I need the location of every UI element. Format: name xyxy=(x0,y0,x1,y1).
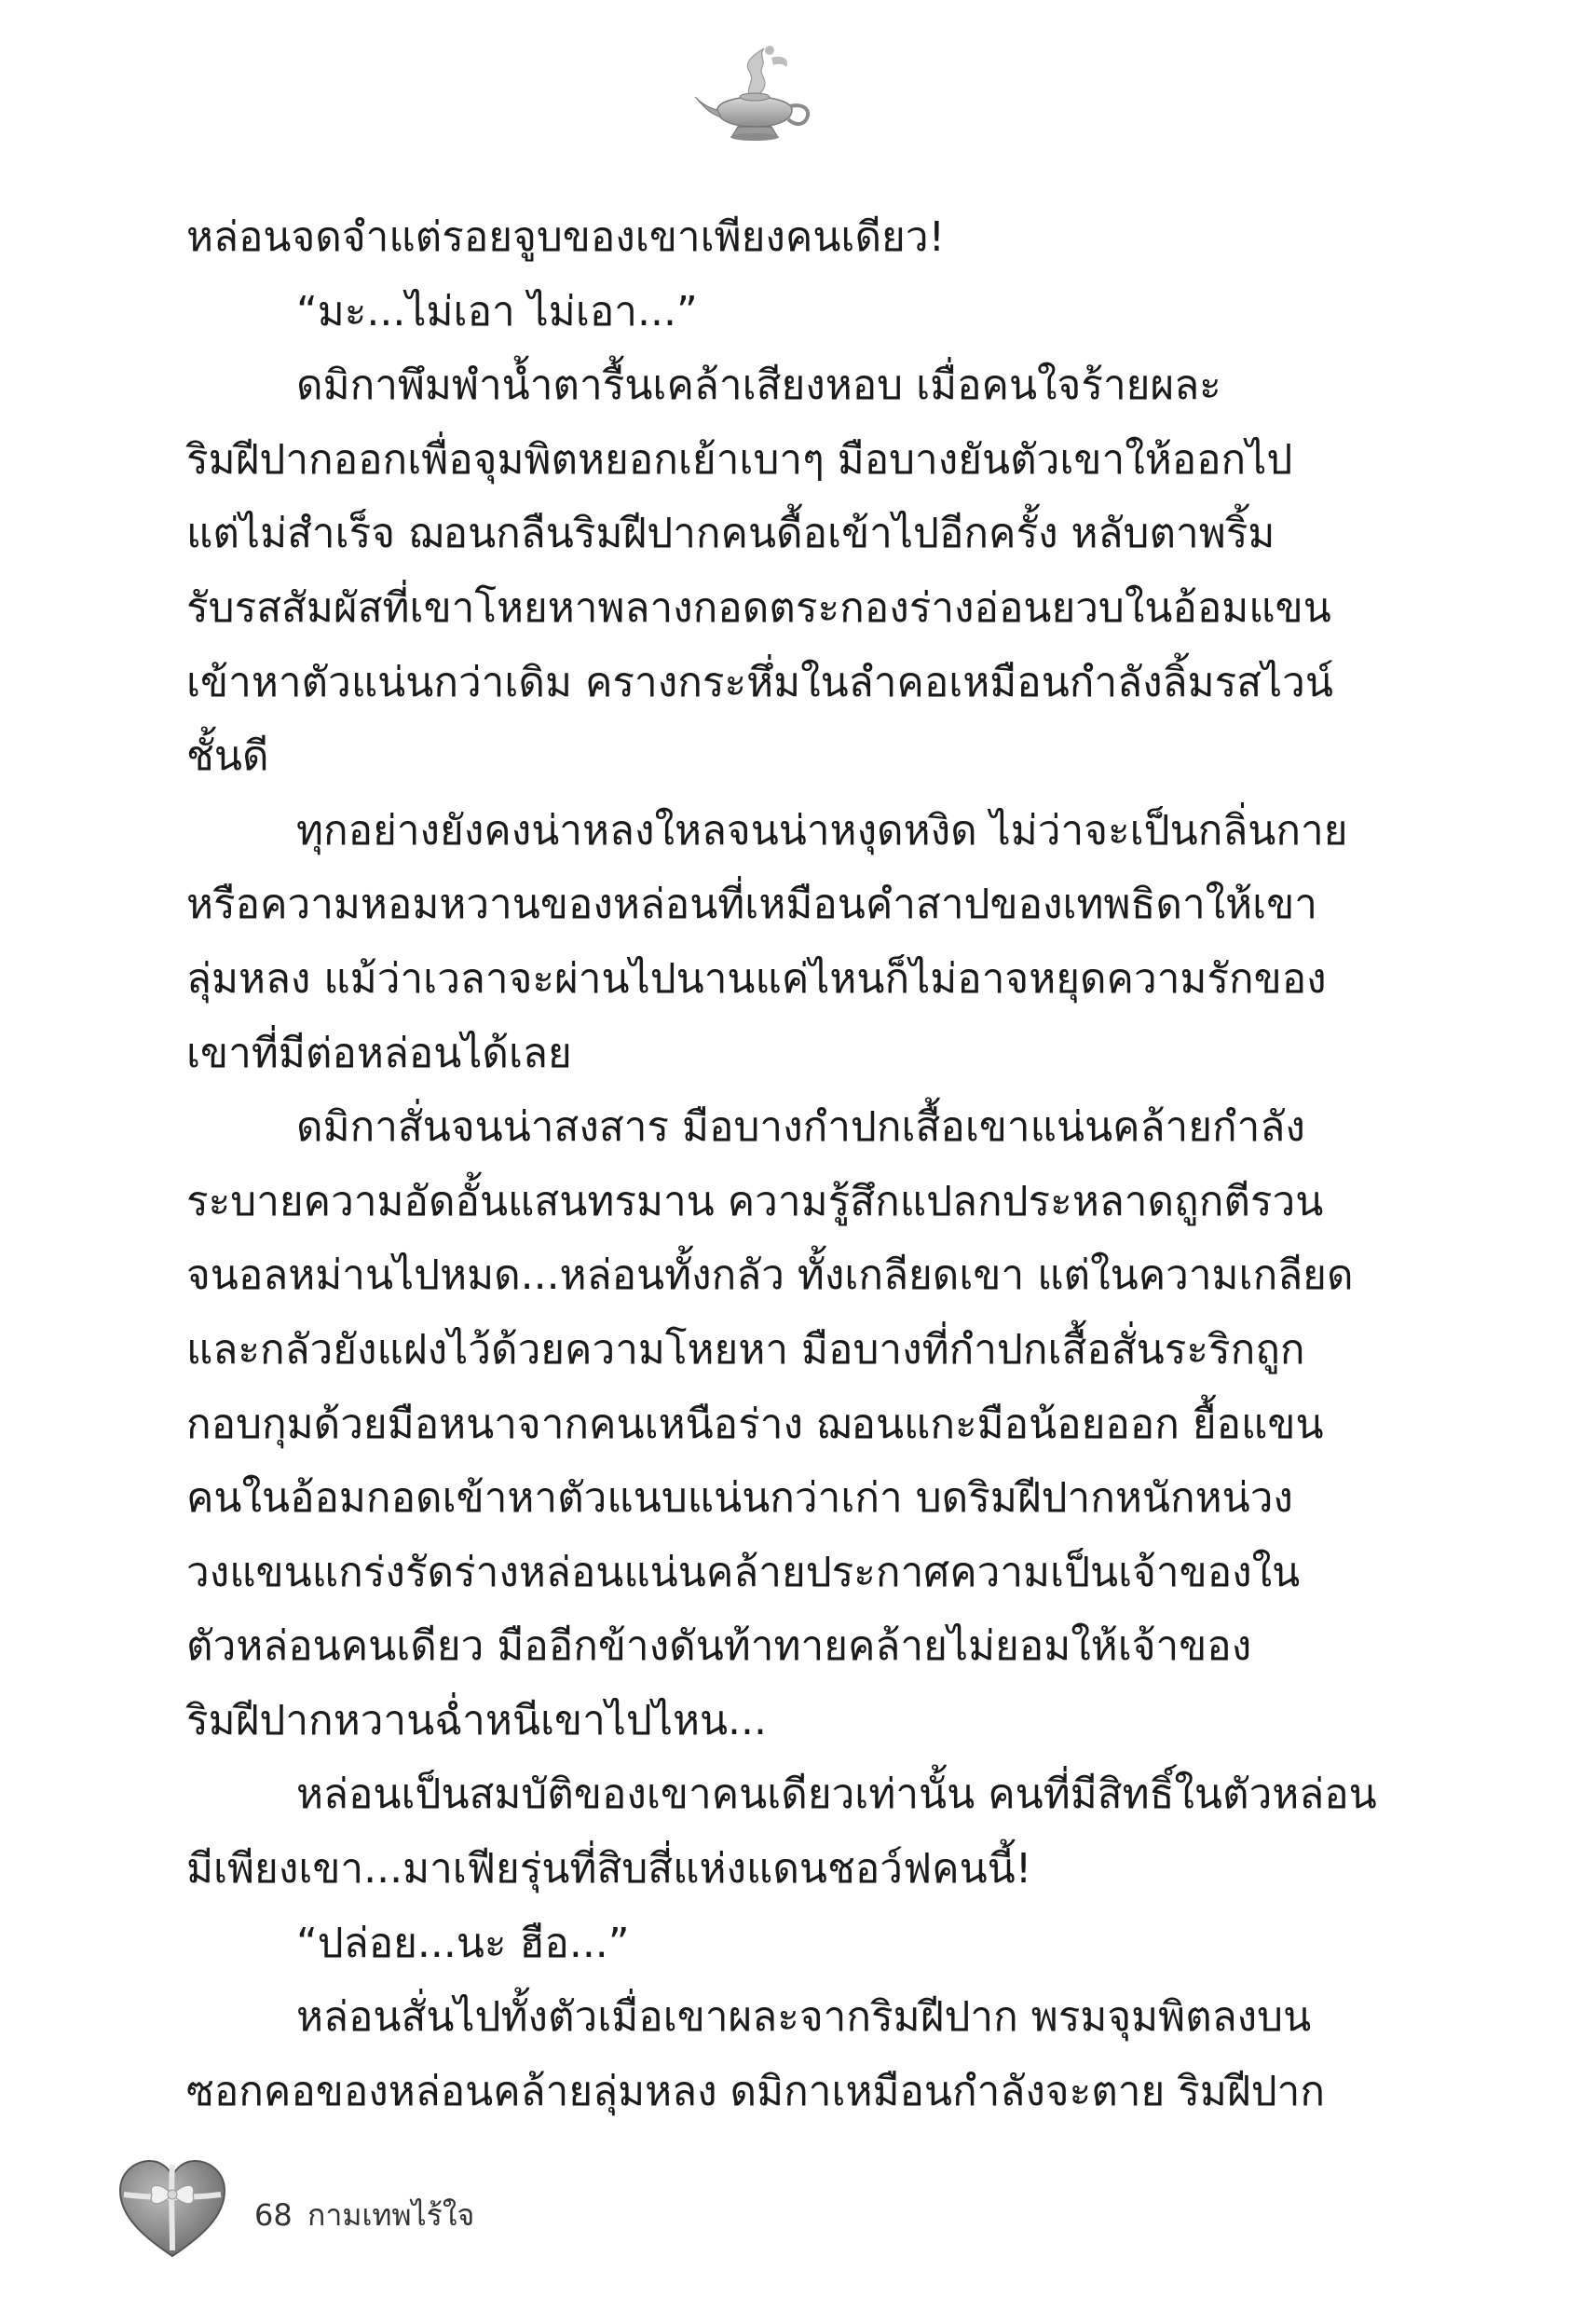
text-line: ดมิกาสั่นจนน่าสงสาร มือบางกำปกเสื้อเขาแน่นคล้ายกำลัง xyxy=(296,1103,1305,1152)
text-line: ทุกอย่างยังคงน่าหลงใหลจนน่าหงุดหงิด ไม่ว่าจะเป็นกลิ่นกาย xyxy=(296,806,1348,855)
text-line: ริมฝีปากออกเพื่อจุมพิตหยอกเย้าเบาๆ มือบางยันตัวเขาให้ออกไป xyxy=(186,435,1293,484)
text-line: เขาที่มีต่อหล่อนได้เลย xyxy=(186,1029,572,1077)
text-line: ลุ่มหลง แม้ว่าเวลาจะผ่านไปนานแค่ไหนก็ไม่อาจหยุดความรักของ xyxy=(186,954,1327,1003)
body-text xyxy=(186,200,1377,2128)
text-line: ตัวหล่อนคนเดียว มืออีกข้างดันท้าทายคล้ายไม่ยอมให้เจ้าของ xyxy=(186,1622,1252,1671)
text-line: เข้าหาตัวแน่นกว่าเดิม ครางกระหึ่มในลำคอเหมือนกำลังลิ้มรสไวน์ xyxy=(186,658,1333,706)
text-line: ริมฝีปากหวานฉ่ำหนีเขาไปไหน... xyxy=(186,1696,768,1744)
text-line: หล่อนเป็นสมบัติของเขาคนเดียวเท่านั้น คนที่มีสิทธิ์ในตัวหล่อน xyxy=(296,1771,1377,1819)
text-line: ชั้นดี xyxy=(186,732,269,781)
text-line: หรือความหอมหวานของหล่อนที่เหมือนคำสาปของเทพธิดาให้เขา xyxy=(186,881,1317,929)
text-line: มีเพียงเขา...มาเฟียรุ่นที่สิบสี่แห่งแดนชอว์ฟคนนี้! xyxy=(186,1845,1032,1894)
heart-gift-icon xyxy=(116,2157,228,2262)
book-title: กามเทพไร้ใจ xyxy=(307,2197,475,2233)
text-line: ระบายความอัดอั้นแสนทรมาน ความรู้สึกแปลกประหลาดถูกตีรวน xyxy=(186,1177,1324,1225)
text-line: กอบกุมด้วยมือหนาจากคนเหนือร่าง ฌอนแกะมือน้อยออก ยื้อแขน xyxy=(186,1400,1324,1448)
text-line: จนอลหม่านไปหมด...หล่อนทั้งกลัว ทั้งเกลียดเขา แต่ในความเกลียด xyxy=(186,1251,1354,1300)
text-line: แต่ไม่สำเร็จ ฌอนกลืนริมฝีปากคนดื้อเข้าไปอีกครั้ง หลับตาพริ้ม xyxy=(186,510,1275,558)
text-line: รับรสสัมผัสที่เขาโหยหาพลางกอดตระกองร่างอ่อนยวบในอ้อมแขน xyxy=(186,583,1331,632)
text-line: ดมิกาพึมพำน้ำตารื้นเคล้าเสียงหอบ เมื่อคนใจร้ายผละ xyxy=(296,362,1221,410)
page-number: 68 xyxy=(254,2197,293,2233)
genie-lamp-icon xyxy=(689,37,820,149)
text-line: วงแขนแกร่งรัดร่างหล่อนแน่นคล้ายประกาศความเป็นเจ้าของใน xyxy=(186,1548,1301,1596)
text-line: และกลัวยังแฝงไว้ด้วยความโหยหา มือบางที่กำปกเสื้อสั่นระริกถูก xyxy=(186,1325,1305,1374)
text-line: คนในอ้อมกอดเข้าหาตัวแนบแน่นกว่าเก่า บดริมฝีปากหนักหน่วง xyxy=(186,1474,1293,1523)
text-line: ซอกคอของหล่อนคล้ายลุ่มหลง ดมิกาเหมือนกำลังจะตาย ริมฝีปาก xyxy=(186,2067,1325,2115)
page-footer xyxy=(116,2157,675,2269)
text-line: หล่อนสั่นไปทั้งตัวเมื่อเขาผละจากริมฝีปาก พรมจุมพิตลงบน xyxy=(296,1993,1312,2042)
text-line: “มะ...ไม่เอา ไม่เอา...” xyxy=(296,287,698,335)
text-line: “ปล่อย...นะ ฮือ...” xyxy=(296,1919,630,1967)
text-line: หล่อนจดจำแต่รอยจูบของเขาเพียงคนเดียว! xyxy=(186,213,946,261)
